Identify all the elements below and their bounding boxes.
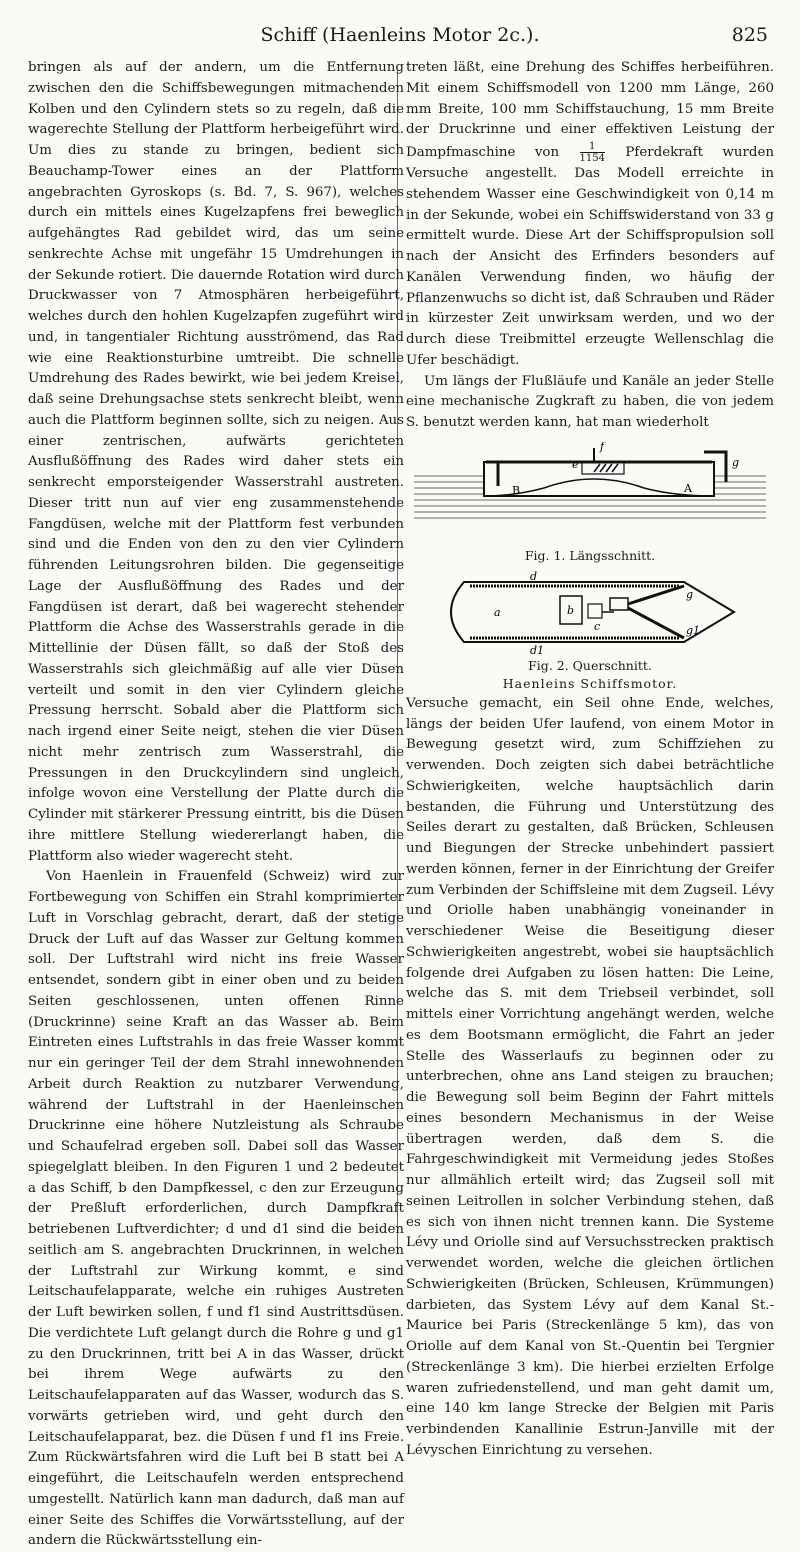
fig1-label-f: f bbox=[600, 441, 605, 453]
running-title: Schiff (Haenleins Motor 2c.). bbox=[260, 24, 540, 46]
fig2-label-c: c bbox=[594, 619, 601, 633]
fig1-label-g: g bbox=[732, 455, 740, 469]
model-tests-text-b: Pferdekraft wurden Versuche angestellt. Das Modell erreichte in stehendem Wasser eine Geschwindigkeit von 0,14 m in der Sekunde, wobei ein Schiffswiderstand von 33 g ermittelt wurde. Diese Art der Schiffspropulsion soll nach der Ansicht des Erfinders besonders auf Kanälen Verwendung finden, wo häufig der Pflanzenwuchs so dicht ist, daß Schrauben und Räder in kürzester Zeit unwirksam werden, und wo der durch diese Treibmittel erzeugte Wellenschlag die Ufer beschädigt. bbox=[406, 145, 774, 368]
fig2-label-b: b bbox=[567, 603, 575, 617]
figure-title: Haenleins Schiffsmotor. bbox=[502, 675, 678, 691]
paragraph-rope-towing: Versuche gemacht, ein Seil ohne Ende, welches, längs der beiden Ufer laufend, von einem Motor in Bewegung gesetzt wird, zum Schiffziehen zu verwenden. Doch zeigten sich dabei beträchtliche Schwierigkeiten, welche hauptsächlich darin bestanden, die Führung und Unterstützung des Seiles derart zu gestalten, daß Brücken, Schleusen und Biegungen der Strecke unbehindert passiert werden können, ferner in der Einrichtung der Greifer zum Verbinden der Schiffsleine mit dem Zugseil. Lévy und Oriolle haben unabhängig voneinander in verschiedener Weise die Beseitigung dieser Schwierigkeiten angestrebt, wobei sie hauptsächlich folgende drei Aufgaben zu lösen hatten: Die Leine, welche das S. mit dem Triebseil verbindet, soll mittels einer Vorrichtung angehängt werden, welche es dem Bootsmann ermöglicht, die Fahrt an jeder Stelle des Wasserlaufs zu beginnen oder zu unterbrechen, ohne ans Land steigen zu brauchen; die Bewegung soll beim Beginn der Fahrt mittels eines besondern Mechanismus in der Weise übertragen werden, daß dem S. die Fahrgeschwindigkeit mit Vermeidung jedes Stoßes nur allmählich erteilt wird; das Zugseil soll mit seinen Leitrollen in solcher Verbindung stehen, daß es sich von ihnen nicht trennen kann. Die Systeme Lévy und Oriolle sind auf Versuchsstrecken praktisch verwendet worden, welche die gleichen örtlichen Schwierigkeiten (Brücken, Schleusen, Krümmungen) darbieten, das System Lévy auf dem Kanal St.-Maurice bei Paris (Streckenlänge 5 km), das von Oriolle auf dem Kanal von St.-Quentin bei Tergnier (Streckenlänge 3 km). Die hierbei erzielten Erfolge waren zufriedenstellend, und man geht damit um, eine 140 km lange Strecke der Belgien mit Paris verbindenden Kanallinie Estrun-Janville mit der Lévyschen Einrichtung zu versehen. bbox=[406, 695, 774, 1458]
paragraph-towing-intro: Um längs der Flußläufe und Kanäle an jeder Stelle eine mechanische Zugkraft zu haben, die von jedem S. benutzt werden kann, hat man wiederholt bbox=[406, 373, 774, 430]
fraction bbox=[580, 141, 605, 164]
fraction-denominator: 1154 bbox=[579, 153, 605, 164]
paragraph-gyroscope: bringen als auf der andern, um die Entfernung zwischen den die Schiffsbewegungen mitmachenden Kolben und den Cylindern stets so zu regeln, daß die wagerechte Stellung der Plattform herbeigeführt wird. Um dies zu stande zu bringen, bedient sich Beauchamp-Tower eines an der Plattform angebrachten Gyroskops (s. Bd. 7, S. 967), welches durch ein mittels eines Kugelzapfens frei beweglich aufgehängtes Rad gebildet wird, das um seine senkrechte Achse mit ungefähr 15 Umdrehungen in der Sekunde rotiert. Die dauernde Rotation wird durch Druckwasser von 7 Atmosphären herbeigeführt, welches durch den hohlen Kugelzapfen zugeführt wird und, in tangentialer Richtung ausströmend, das Rad wie eine Reaktionsturbine umtreibt. Die schnelle Umdrehung des Rades bewirkt, wie bei jedem Kreisel, daß seine Drehungsachse stets senkrecht bleibt, wenn auch die Plattform beginnen sollte, sich zu neigen. Aus einer zentrischen, aufwärts gerichteten Ausflußöffnung des Rades wird daher stets ein senkrecht emporsteigender Wasserstrahl austreten. Dieser tritt nun auf vier eng zusammenstehende Fangdüsen, welche mit der Plattform fest verbunden sind und die Enden von den zu den vier Cylindern führenden Leitungsrohren bilden. Die gegenseitige Lage der Ausflußöffnung des Rades und der Fangdüsen ist derart, daß bei wagerecht stehender Plattform die Achse des Wasserstrahls gerade in die Mittellinie der Düsen fällt, so daß der Stoß des Wasserstrahls sich gleichmäßig auf alle vier Düsen verteilt und somit in den vier Cylindern gleiche Pressung herrscht. Sobald aber die Plattform sich nach irgend einer Seite neigt, stehen die vier Düsen nicht mehr zentrisch zum Wasserstrahl, die Pressungen in den Druckcylindern sind ungleich, infolge wovon eine Verstellung der Platte durch die Cylinder mit stärkerer Pressung eintritt, bis die Düsen ihre mittlere Stellung wiedererlangt haben, die Plattform also wieder wagerecht steht. bbox=[28, 60, 404, 864]
figure-cross-section bbox=[434, 568, 746, 656]
fraction-numerator: 1 bbox=[580, 141, 605, 153]
fig2-label-g: g bbox=[686, 587, 694, 601]
fig2-label-a: a bbox=[494, 605, 501, 619]
fig2-label-d: d bbox=[530, 569, 538, 583]
fig1-label-A: A bbox=[684, 481, 692, 495]
paragraph-model-tests bbox=[406, 58, 774, 372]
fig2-label-d1: d1 bbox=[530, 643, 545, 656]
fig1-label-B: B bbox=[512, 483, 521, 497]
figure-longitudinal-section bbox=[414, 442, 766, 546]
figure-1-caption: Fig. 1. Längsschnitt. bbox=[524, 547, 656, 563]
figure-2-caption: Fig. 2. Querschnitt. bbox=[528, 657, 652, 673]
fig1-label-e: e bbox=[572, 457, 579, 471]
page-number: 825 bbox=[731, 24, 768, 46]
paragraph-haenlein: Von Haenlein in Frauenfeld (Schweiz) wird zur Fortbewegung von Schiffen ein Strahl komprimierter Luft in Vorschlag gebracht, derart, daß der stetige Druck der Luft auf das Wasser zur Geltung kommen soll. Der Luftstrahl wird nicht ins freie Wasser entsendet, sondern gibt in einer oben und zu beiden Seiten geschlossenen, unten offenen Rinne (Druckrinne) seine Kraft an das Wasser ab. Beim Eintreten eines Luftstrahls in das freie Wasser kommt nur ein geringer Teil der dem Strahl innewohnenden Arbeit durch Reaktion zu nutzbarer Verwendung, während der Luftstrahl in der Haenleinschen Druckrinne eine höhere Nutzleistung als Schraube und Schaufelrad ergeben soll. Dabei soll das Wasser spiegelglatt bleiben. In den Figuren 1 und 2 bedeutet a das Schiff, b den Dampfkessel, c den zur Erzeugung der Preßluft erforderlichen, durch Dampfkraft betriebenen Luftverdichter; d und d1 sind die beiden seitlich am S. angebrachten Druckrinnen, in welchen der Luftstrahl zur Wirkung kommt, e sind Leitschaufelapparate, welche ein ruhiges Austreten der Luft bewirken sollen, f und f1 sind Austrittsdüsen. Die verdichtete Luft gelangt durch die Rohre g und g1 zu den Druckrinnen, tritt bei A in das Wasser, drückt bei ihrem Wege aufwärts zu den Leitschaufelapparaten auf das Wasser, wodurch das S. vorwärts getrieben wird, und geht durch den Leitschaufelapparat, bez. die Düsen f und f1 ins Freie. Zum Rückwärtsfahren wird die Luft bei B statt bei A eingeführt, die Leitschaufeln werden entsprechend umgestellt. Natürlich kann man dadurch, daß man auf einer Seite des Schiffes die Vorwärtsstellung, auf der andern die Rückwärtsstellung ein- bbox=[28, 869, 404, 1549]
figures-block bbox=[406, 440, 774, 691]
right-column bbox=[406, 58, 774, 1462]
fig2-label-g1: g1 bbox=[686, 623, 701, 637]
left-column bbox=[28, 58, 404, 1552]
page-header bbox=[28, 18, 772, 52]
model-tests-text-a: treten läßt, eine Drehung des Schiffes herbeiführen. Mit einem Schiffsmodell von 1200 mm Länge, 260 mm Breite, 100 mm Schiffstauchung, 15 mm Breite der Druckrinne und einer effektiven Leistung der Dampfmaschine von bbox=[406, 60, 774, 160]
